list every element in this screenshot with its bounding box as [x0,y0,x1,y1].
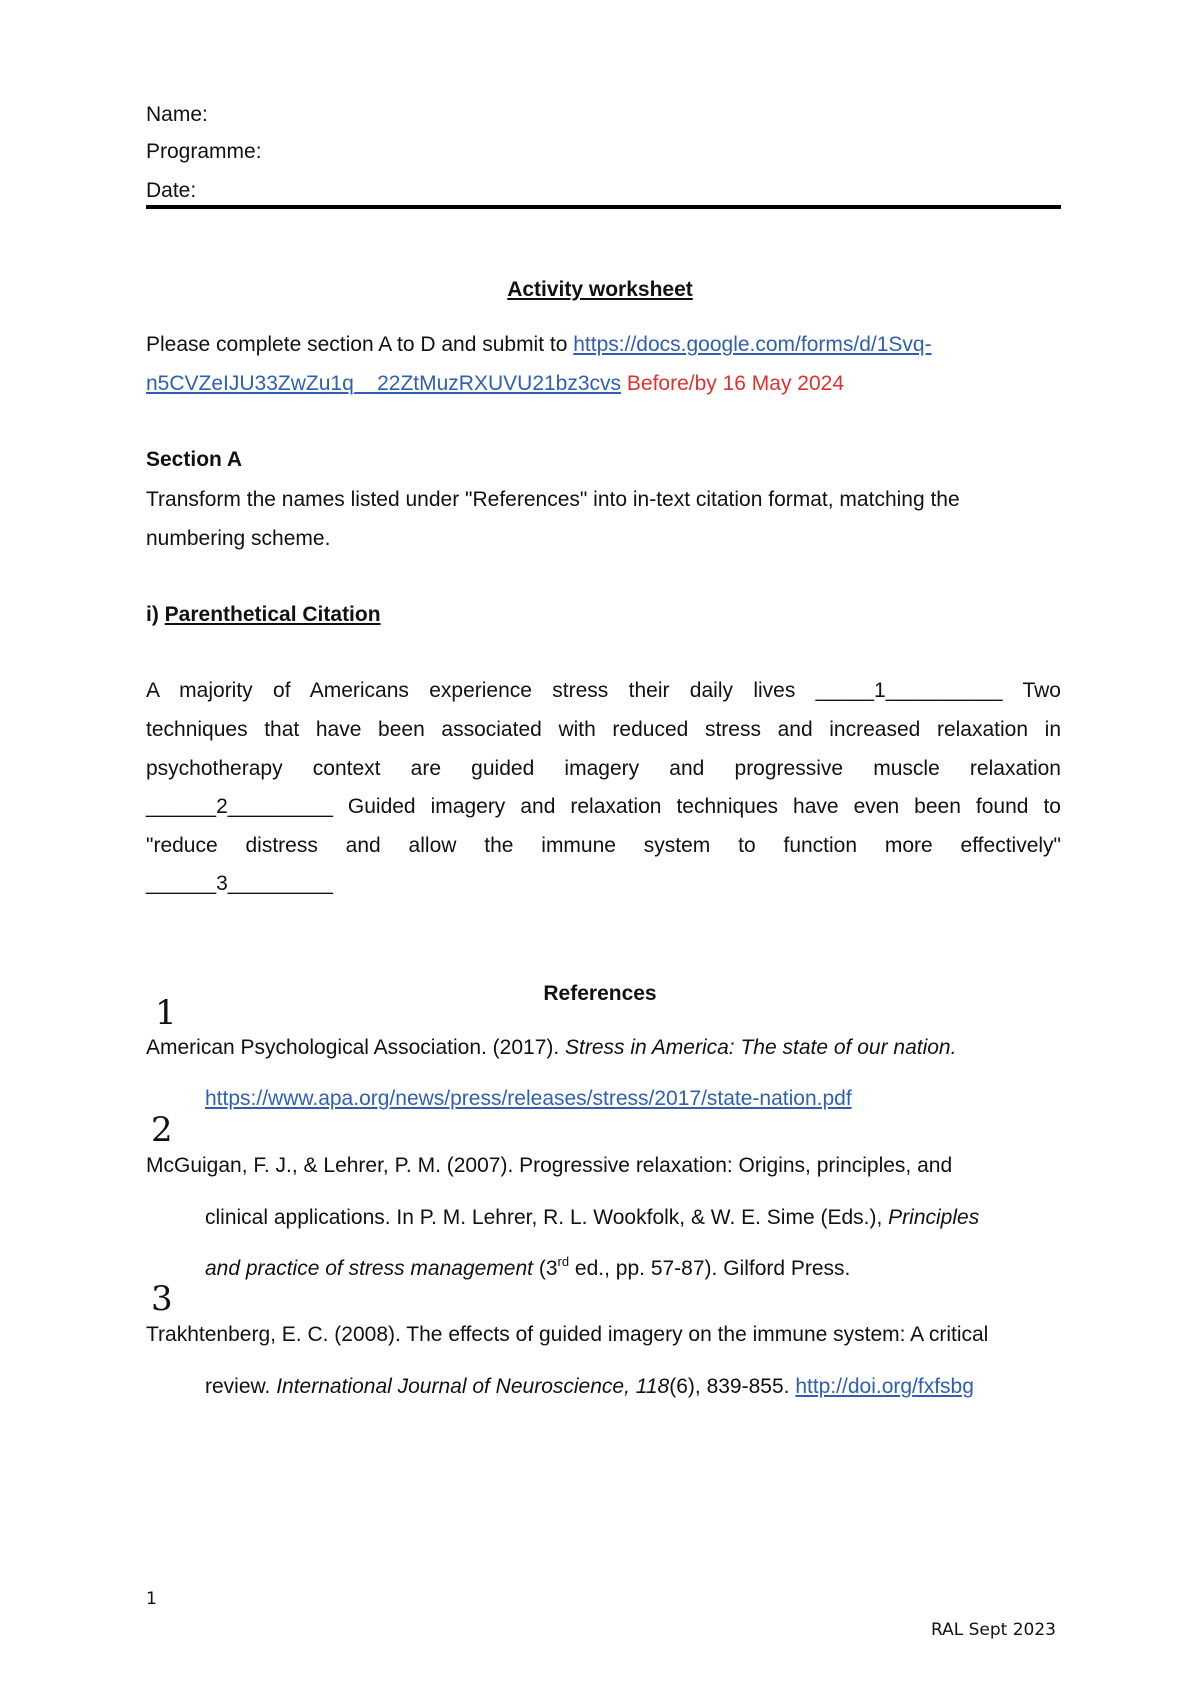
deadline-text: Before/by 16 May 2024 [626,372,845,395]
reference-2-book-title-start: Principles [888,1206,980,1229]
reference-1-line-1 [146,1037,956,1058]
paragraph-line-2: techniques that have been associated with reduced stress and increased relaxation in [146,718,1061,741]
paragraph-line-6: ______3_________ [146,872,333,895]
reference-1-title: Stress in America: The state of our nation. [565,1036,957,1059]
section-a-task-line-2: numbering scheme. [146,527,331,550]
worksheet-title: Activity worksheet [507,278,693,301]
instructions-line-2 [146,373,844,394]
paragraph-line-4: ______2_________ Guided imagery and relaxation techniques have even been found to [146,795,1061,818]
sub-prefix: i) [146,603,165,626]
reference-2-line-1: McGuigan, F. J., & Lehrer, P. M. (2007). Progressive relaxation: Origins, principles, and [146,1154,953,1177]
reference-2-edition-b: ed., pp. 57-87). Gilford Press. [569,1257,851,1280]
instructions-line-1 [146,334,932,355]
reference-2-line-2-text: clinical applications. In P. M. Lehrer, R. L. Wookfolk, & W. E. Sime (Eds.), [205,1206,889,1229]
parenthetical-citation-heading [146,604,381,625]
reference-number-3: 3 [151,1279,173,1319]
date-label: Date: [146,179,197,202]
paragraph-line-1: A majority of Americans experience stress their daily lives _____1__________ Two [146,679,1061,702]
reference-2-edition-sup: rd [557,1254,570,1269]
header-rule [146,205,1061,209]
reference-3-line-2 [205,1376,974,1397]
reference-number-2: 2 [151,1110,173,1150]
google-form-link-continued[interactable]: n5CVZeIJU33ZwZu1q__22ZtMuzRXUVU21bz3cvs [146,372,622,395]
reference-3-pages: (6), 839-855. [669,1375,796,1398]
reference-3-doi-link[interactable]: http://doi.org/fxfsbg [795,1375,974,1398]
section-a-task-line-1: Transform the names listed under "References" into in-text citation format, matching the [146,488,960,511]
instructions-prefix: Please complete section A to D and submit to [146,333,574,356]
page-number: 1 [146,1589,157,1609]
version-footer: RAL Sept 2023 [931,1620,1057,1640]
reference-2-edition-a: (3 [533,1257,558,1280]
reference-1-url-link[interactable]: https://www.apa.org/news/press/releases/stress/2017/state-nation.pdf [205,1087,852,1110]
reference-2-line-3 [205,1254,851,1280]
reference-1-authors: American Psychological Association. (2017). [146,1036,566,1059]
reference-2-line-2 [205,1207,979,1228]
reference-2-book-title-end: and practice of stress management [205,1257,534,1280]
reference-3-journal: International Journal of Neuroscience, 118 [276,1375,670,1398]
google-form-link[interactable]: https://docs.google.com/forms/d/1Svq- [573,333,932,356]
reference-3-review: review. [205,1375,277,1398]
reference-number-1: 1 [155,993,177,1033]
reference-1-line-2 [205,1088,852,1109]
sub-heading: Parenthetical Citation [164,603,381,626]
section-a-heading: Section A [146,448,243,471]
paragraph-line-3: psychotherapy context are guided imagery and progressive muscle relaxation [146,757,1061,780]
programme-label: Programme: [146,140,262,163]
name-label: Name: [146,103,208,126]
references-heading: References [543,982,657,1005]
paragraph-line-5: "reduce distress and allow the immune system to function more effectively" [146,834,1061,857]
reference-3-line-1: Trakhtenberg, E. C. (2008). The effects of guided imagery on the immune system: A critical [146,1323,989,1346]
